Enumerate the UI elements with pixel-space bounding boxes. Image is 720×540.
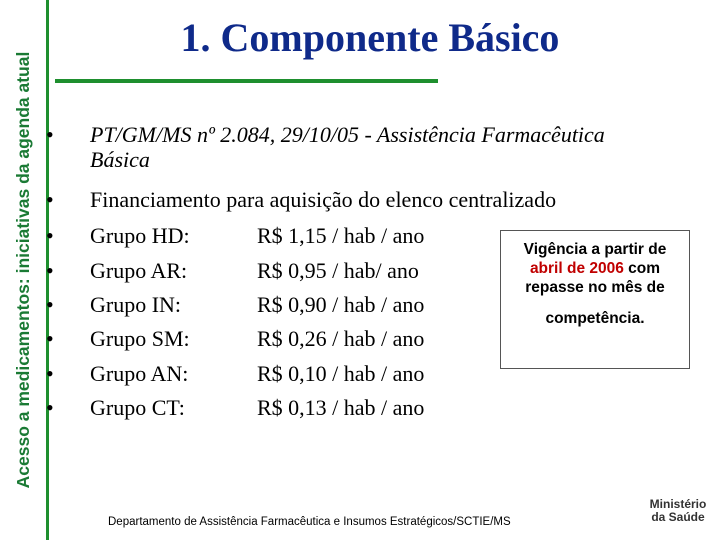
group-label: Grupo IN: — [90, 292, 182, 317]
group-value: R$ 0,90 / hab / ano — [257, 292, 425, 317]
group-label: Grupo AN: — [90, 361, 189, 386]
group-value: R$ 0,26 / hab / ano — [257, 326, 425, 351]
title-underline — [55, 79, 438, 83]
bullet-icon: • — [46, 395, 54, 420]
bullet-icon: • — [46, 292, 54, 317]
bullet-icon: • — [46, 258, 54, 283]
group-label: Grupo SM: — [90, 326, 190, 351]
callout-line-2-rest: com — [623, 260, 661, 277]
group-value: R$ 0,13 / hab / ano — [257, 395, 425, 420]
validity-callout — [500, 230, 690, 369]
ministry-logo — [648, 498, 708, 524]
bullet-icon: • — [46, 223, 54, 248]
group-label: Grupo CT: — [90, 395, 185, 420]
callout-line-2 — [501, 259, 689, 278]
reference-line-1: PT/GM/MS nº 2.084, 29/10/05 - Assistência Farmacêutica — [90, 122, 605, 147]
bullet-icon: • — [46, 122, 54, 147]
group-value: R$ 0,95 / hab/ ano — [257, 258, 419, 283]
bullet-icon: • — [46, 361, 54, 386]
callout-date: abril de 2006 — [529, 260, 624, 277]
slide-title: 1. Componente Básico — [180, 15, 560, 60]
bullet-icon: • — [46, 326, 54, 351]
group-label: Grupo HD: — [90, 223, 190, 248]
sidebar — [0, 0, 46, 540]
group-value: R$ 0,10 / hab / ano — [257, 361, 425, 386]
footer-department: Departamento de Assistência Farmacêutica e Insumos Estratégicos/SCTIE/MS — [108, 516, 511, 528]
bullet-icon: • — [46, 187, 54, 212]
callout-line-4: competência. — [545, 310, 645, 327]
group-value: R$ 1,15 / hab / ano — [257, 223, 425, 248]
callout-line-1: Vigência a partir de — [523, 241, 667, 258]
reference-line-2: Básica — [90, 147, 150, 172]
callout-line-3: repasse no mês de — [525, 279, 665, 296]
financing-text: Financiamento para aquisição do elenco centralizado — [90, 187, 557, 212]
logo-line-2: da Saúde — [651, 510, 705, 524]
logo-line-1: Ministério — [649, 497, 707, 511]
sidebar-title: Acesso a medicamentos: iniciativas da agenda atual — [12, 51, 33, 489]
group-label: Grupo AR: — [90, 258, 188, 283]
